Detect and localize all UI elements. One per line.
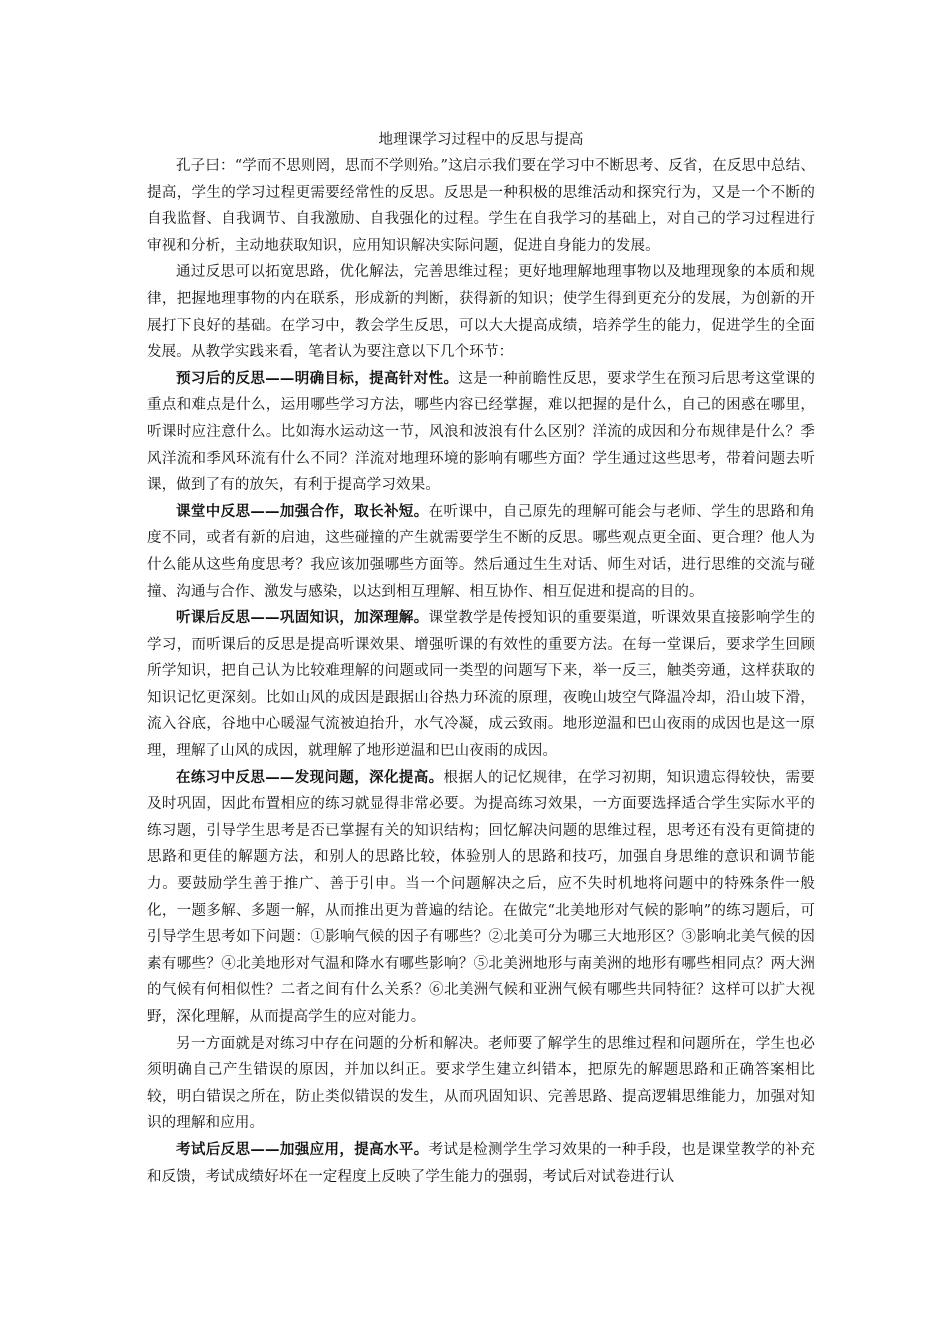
section-lead: 预习后的反思——明确目标，提高针对性。: [176, 369, 459, 387]
section-lead: 考试后反思——加强应用，提高水平。: [176, 1140, 429, 1158]
section-lead: 听课后反思——巩固知识，加深理解。: [176, 609, 429, 627]
paragraph-text: 另一方面就是对练习中存在问题的分析和解决。老师要了解学生的思维过程和问题所在，学生也必须明确自己产生错误的原因，并加以纠正。要求学生建立纠错本，把原先的解题思路和正确答案相比较，明白错误之所在，防止类似错误的发生，从而巩固知识、完善思路、提高逻辑思维能力，加强对知识的理解和应用。: [147, 1035, 815, 1132]
paragraph-classroom-reflection: [147, 499, 815, 605]
paragraph-after-class-reflection: [147, 605, 815, 765]
paragraph-practice-reflection: [147, 765, 815, 1031]
paragraph-error-analysis: [147, 1031, 815, 1137]
paragraph-text: 通过反思可以拓宽思路，优化解法，完善思维过程；更好地理解地理事物以及地理现象的本质和规律，把握地理事物的内在联系，形成新的判断，获得新的知识；使学生得到更充分的发展，为创新的开展打下良好的基础。在学习中，教会学生反思，可以大大提高成绩，培养学生的能力，促进学生的全面发展。从教学实践来看，笔者认为要注意以下几个环节：: [147, 264, 815, 361]
paragraph-preview-reflection: [147, 366, 815, 499]
paragraph-text: 这是一种前瞻性反思，要求学生在预习后思考这堂课的重点和难点是什么，运用哪些学习方法，哪些内容已经掌握，难以把握的是什么，自己的困惑在哪里，听课时应注意什么。比如海水运动这一节，风浪和波浪有什么区别？洋流的成因和分布规律是什么？季风洋流和季风环流有什么不同？洋流对地理环境的影响有哪些方面？学生通过这些思考，带着问题去听课，做到了有的放矢，有利于提高学习效果。: [147, 370, 815, 494]
paragraph-text: 根据人的记忆规律，在学习初期，知识遗忘得较快，需要及时巩固，因此布置相应的练习就显得非常必要。为提高练习效果，一方面要选择适合学生实际水平的练习题，引导学生思考是否已掌握有关的知识结构；回忆解决问题的思维过程，思考还有没有更简捷的思路和更佳的解题方法，和别人的思路比较，体验别人的思路和技巧，加强自身思维的意识和调节能力。要鼓励学生善于推广、善于引申。当一个问题解决之后，应不失时机地将问题中的特殊条件一般化，一题多解、多题一解，从而推出更为普遍的结论。在做完“北美地形对气候的影响”的练习题后，可引导学生思考如下问题：①影响气候的因子有哪些？②北美可分为哪三大地形区？③影响北美气候的因素有哪些？④北美地形对气温和降水有哪些影响？⑤北美洲地形与南美洲的地形有哪些相同点？两大洲的气候有何相似性？二者之间有什么关系？⑥北美洲气候和亚洲气候有哪些共同特征？这样可以扩大视野，深化理解，从而提高学生的应对能力。: [147, 769, 815, 1025]
document-title: 地理课学习过程中的反思与提高: [378, 132, 584, 148]
paragraph-overview: [147, 259, 815, 365]
document-page: [147, 127, 815, 1190]
paragraph-text: 考试是检测学生学习效果的一种手段，也是课堂教学的补充和反馈，考试成绩好坏在一定程度上反映了学生能力的强弱，考试后对试卷进行认: [147, 1141, 815, 1185]
paragraph-text: 课堂教学是传授知识的重要渠道，听课效果直接影响学生的学习，而听课后的反思是提高听课效果、增强听课的有效性的重要方法。在每一堂课后，要求学生回顾所学知识，把自己认为比较难理解的问题或同一类型的问题写下来，举一反三，触类旁通，这样获取的知识记忆更深刻。比如山风的成因是跟据山谷热力环流的原理，夜晚山坡空气降温冷却，沿山坡下滑，流入谷底，谷地中心暖湿气流被迫抬升，水气冷凝，成云致雨。地形逆温和巴山夜雨的成因也是这一原理，理解了山风的成因，就理解了地形逆温和巴山夜雨的成因。: [147, 610, 815, 760]
paragraph-text: 孔子曰：“学而不思则罔，思而不学则殆。”这启示我们要在学习中不断思考、反省，在反思中总结、提高，学生的学习过程更需要经常性的反思。反思是一种积极的思维活动和探究行为，又是一个不断的自我监督、自我调节、自我激励、自我强化的过程。学生在自我学习的基础上，对自己的学习过程进行审视和分析，主动地获取知识，应用知识解决实际问题，促进自身能力的发展。: [147, 158, 815, 254]
section-lead: 课堂中反思——加强合作，取长补短。: [176, 502, 429, 520]
paragraph-text: 在听课中，自己原先的理解可能会与老师、学生的思路和角度不同，或者有新的启迪，这些碰撞的产生就需要学生不断的反思。哪些观点更全面、更合理？他人为什么能从这些角度思考？我应该加强哪些方面等。然后通过生生对话、师生对话，进行思维的交流与碰撞、沟通与合作、激发与感染，以达到相互理解、相互协作、相互促进和提高的目的。: [147, 503, 815, 600]
section-lead: 在练习中反思——发现问题，深化提高。: [176, 768, 444, 786]
paragraph-intro: [147, 153, 815, 259]
paragraph-exam-reflection: [147, 1137, 815, 1190]
